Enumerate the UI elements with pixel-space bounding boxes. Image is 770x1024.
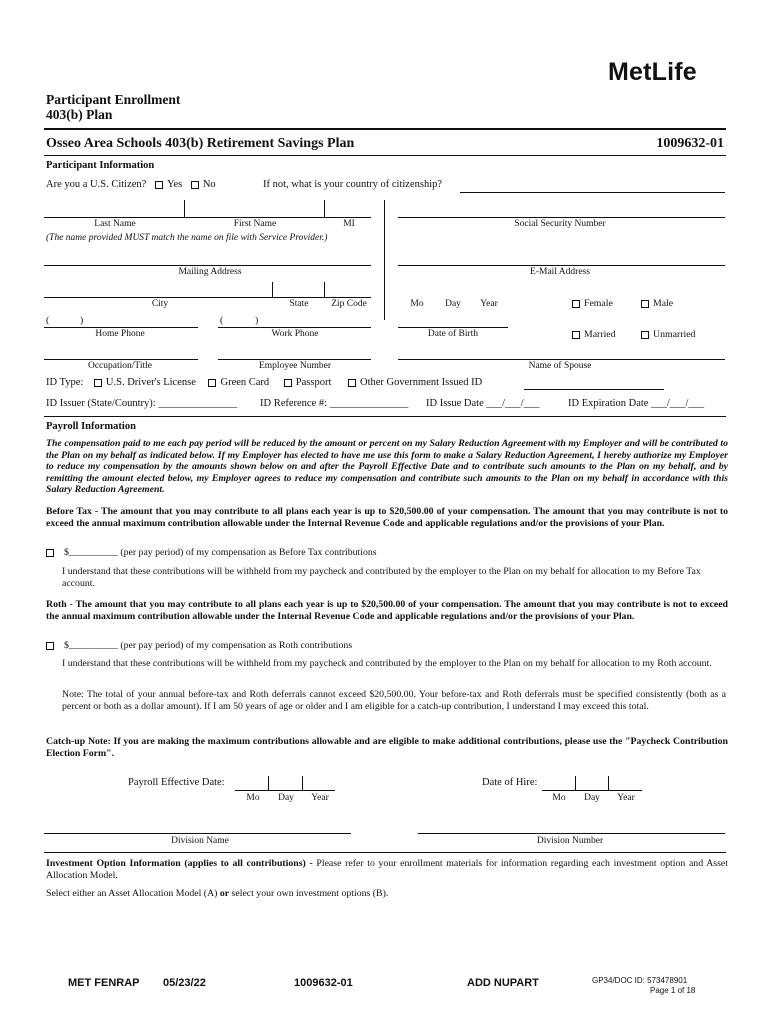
hire-year-label: Year (617, 793, 635, 803)
investment-text: Please refer to your enrollment materials for information regarding each investment option and Asset Allocation Model. (46, 858, 728, 881)
green-card-checkbox[interactable] (208, 379, 216, 387)
form-title: Participant Enrollment (46, 92, 181, 107)
footer-doc-id: GP34/DOC ID: 573478901 (592, 976, 688, 985)
home-phone-area-close: ) (80, 315, 84, 326)
metlife-logo: MetLife (608, 58, 697, 86)
citizen-no-label: No (202, 179, 216, 190)
married-label: Married (584, 329, 616, 340)
header-divider (44, 128, 726, 130)
email-label: E-Mail Address (530, 267, 590, 277)
male-option[interactable] (641, 298, 673, 309)
employee-number-field[interactable] (218, 359, 371, 360)
home-phone-area-open: ( (46, 315, 50, 326)
name-note: (The name provided MUST match the name on file with Service Provider.) (46, 233, 328, 243)
city-label: City (151, 299, 169, 309)
effective-year-label: Year (311, 793, 329, 803)
investment-select (46, 888, 728, 900)
footer-date: 05/23/22 (163, 977, 206, 989)
payroll-effective-date-label: Payroll Effective Date: (128, 777, 225, 788)
catchup-note: Catch-up Note: If you are making the maximum contributions allowable and are eligible to make additional contributions, please use the "Paycheck Contribution Election Form". (46, 736, 728, 759)
city-field[interactable] (44, 297, 371, 298)
dob-year-label: Year (480, 299, 498, 309)
division-number-field[interactable] (418, 833, 725, 834)
payroll-intro: The compensation paid to me each pay period will be reduced by the amount or percent on my Salary Reduction Agreement with my Employer and will be contributed to the Plan on my behalf as indicated below. If my Employer has elected to have me use this form to make a Salary Reduction Agreement, I hereby authorize my Employer to reduce my compensation by the amounts shown below on and after the Payroll Effective Date and to contribute such amounts to the Plan on my behalf, and by remitting the amount elected below, my Employer agrees to reduce my compensation and contribute such amounts to the Plan on my behalf in accordance with this Salary Reduction Agreement. (46, 438, 728, 496)
date-of-hire-label: Date of Hire: (482, 777, 538, 788)
drivers-license-label: U.S. Driver's License (105, 377, 196, 388)
home-phone-field[interactable] (44, 327, 198, 328)
female-label: Female (584, 298, 613, 309)
male-label: Male (653, 298, 674, 309)
work-phone-label: Work Phone (271, 329, 319, 339)
drivers-license-checkbox[interactable] (94, 379, 102, 387)
unmarried-label: Unmarried (653, 329, 696, 340)
select-a-text: Select either an Asset Allocation Model (A) (46, 888, 220, 899)
last-name-label: Last Name (94, 219, 136, 229)
first-name-label: First Name (233, 219, 277, 229)
before-tax-checkbox[interactable] (46, 549, 54, 557)
date-of-hire-field[interactable] (542, 790, 642, 791)
name-field[interactable] (44, 217, 371, 218)
male-checkbox[interactable] (641, 300, 649, 308)
plan-name: Osseo Area Schools 403(b) Retirement Savings Plan (46, 136, 355, 151)
before-tax-option-label: $__________ (per pay period) of my compensation as Before Tax contributions (64, 547, 377, 558)
work-phone-field[interactable] (218, 327, 371, 328)
passport-checkbox[interactable] (284, 379, 292, 387)
state-label: State (289, 299, 309, 309)
division-number-label: Division Number (536, 836, 604, 846)
id-expiration-date[interactable]: ID Expiration Date ___/___/___ (568, 398, 705, 409)
mailing-address-field[interactable] (44, 265, 371, 266)
zip-label: Zip Code (331, 299, 367, 309)
id-type-label: ID Type: (46, 377, 84, 388)
division-name-field[interactable] (44, 833, 351, 834)
employee-number-label: Employee Number (258, 361, 332, 371)
city-divider (272, 282, 273, 298)
id-reference[interactable]: ID Reference #: _______________ (260, 398, 409, 409)
married-option[interactable] (572, 329, 616, 340)
before-tax-heading: Before Tax - The amount that you may contribute to all plans each year is up to $20,500.00 of your compensation. The amount that you may contribute is not to exceed the annual maximum contribution allowable under the Internal Revenue Code and applicable regulations and/or the provisions of your Plan. (46, 506, 728, 529)
section-divider (44, 852, 726, 853)
citizen-question (46, 179, 216, 190)
ssn-label: Social Security Number (514, 219, 606, 229)
effective-mo-label: Mo (246, 793, 260, 803)
other-id-label: Other Government Issued ID (360, 377, 483, 388)
email-field[interactable] (398, 265, 725, 266)
other-id-checkbox[interactable] (348, 379, 356, 387)
green-card-label: Green Card (220, 377, 270, 388)
id-issuer[interactable]: ID Issuer (State/Country): _______________ (46, 398, 238, 409)
dob-field[interactable] (398, 327, 508, 328)
roth-option[interactable] (46, 640, 352, 651)
dob-label: Date of Birth (427, 329, 479, 339)
dob-day-label: Day (445, 299, 461, 309)
footer-form-code: MET FENRAP (68, 977, 140, 989)
hire-day-label: Day (584, 793, 600, 803)
column-divider (384, 200, 385, 320)
form-subtitle: 403(b) Plan (46, 107, 113, 122)
other-id-field[interactable] (524, 389, 664, 390)
date-divider (302, 776, 303, 790)
before-tax-option[interactable] (46, 547, 377, 558)
city-divider (324, 282, 325, 298)
ssn-field[interactable] (398, 217, 725, 218)
work-phone-area-open: ( (220, 315, 224, 326)
work-phone-area-close: ) (255, 315, 259, 326)
plan-divider (44, 155, 726, 156)
footer-action: ADD NUPART (467, 977, 539, 989)
division-name-label: Division Name (171, 836, 229, 846)
payroll-section-title: Payroll Information (46, 421, 136, 432)
country-field[interactable] (460, 192, 725, 193)
payroll-effective-date-field[interactable] (235, 790, 335, 791)
citizen-yes-label: Yes (166, 179, 183, 190)
citizen-question-label: Are you a U.S. Citizen? (46, 179, 147, 190)
citizen-no-checkbox[interactable] (191, 181, 199, 189)
married-checkbox[interactable] (572, 331, 580, 339)
name-divider (324, 200, 325, 217)
investment-info (46, 858, 728, 881)
occupation-label: Occupation/Title (87, 361, 153, 371)
investment-heading: Investment Option Information (applies to all contributions) - (46, 858, 313, 869)
dob-mo-label: Mo (410, 299, 424, 309)
date-divider (575, 776, 576, 790)
date-divider (608, 776, 609, 790)
occupation-field[interactable] (44, 359, 198, 360)
female-option[interactable] (572, 298, 613, 309)
select-or-text: or (219, 888, 230, 899)
roth-checkbox[interactable] (46, 642, 54, 650)
date-divider (268, 776, 269, 790)
country-question: If not, what is your country of citizenship? (263, 179, 443, 190)
unmarried-checkbox[interactable] (641, 331, 649, 339)
section-divider (44, 416, 726, 417)
footer-plan-number: 1009632-01 (294, 977, 353, 989)
roth-option-label: $__________ (per pay period) of my compensation as Roth contributions (64, 640, 353, 651)
spouse-field[interactable] (398, 359, 725, 360)
unmarried-option[interactable] (641, 329, 695, 340)
id-issue-date[interactable]: ID Issue Date ___/___/___ (426, 398, 540, 409)
select-b-text: select your own investment options (B). (229, 888, 389, 899)
plan-number: 1009632-01 (656, 136, 724, 151)
effective-day-label: Day (278, 793, 294, 803)
roth-heading: Roth - The amount that you may contribute to all plans each year is up to $20,500.00 of your compensation. The amount that you may contribute is not to exceed the annual maximum contribution allowable under the Internal Revenue Code and applicable regulations and/or the provisions of your Plan. (46, 599, 728, 622)
footer-page: Page 1 of 18 (650, 986, 696, 995)
spouse-label: Name of Spouse (528, 361, 592, 371)
mi-label: MI (343, 219, 355, 229)
female-checkbox[interactable] (572, 300, 580, 308)
citizen-yes-checkbox[interactable] (155, 181, 163, 189)
name-divider (184, 200, 185, 217)
before-tax-understand: I understand that these contributions will be withheld from my paycheck and contributed by the employer to the Plan on my behalf for allocation to my Before Tax account. (62, 566, 701, 589)
mailing-address-label: Mailing Address (178, 267, 242, 277)
deferral-note: Note: The total of your annual before-tax and Roth deferrals cannot exceed $20,500.00. Your before-tax and Roth deferrals must be specified consistently (both as a percent or both as a dollar amount). If I am 50 years of age or older and I am eligible for a catch-up contribution, I understand I may exceed this total. (62, 689, 726, 712)
participant-section-title: Participant Information (46, 160, 155, 171)
roth-understand: I understand that these contributions will be withheld from my paycheck and contributed by the employer to the Plan on my behalf for allocation to my Roth account. (62, 658, 712, 669)
passport-label: Passport (295, 377, 332, 388)
hire-mo-label: Mo (552, 793, 566, 803)
home-phone-label: Home Phone (95, 329, 145, 339)
id-type-row (46, 377, 482, 388)
